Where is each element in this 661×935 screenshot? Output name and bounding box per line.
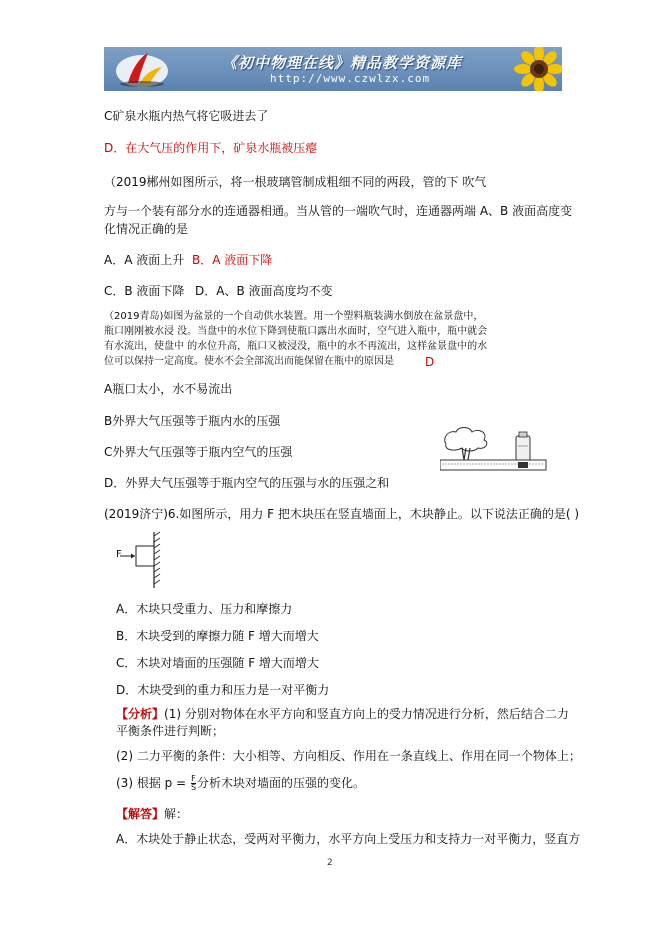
page-number: 2: [327, 858, 333, 868]
q-jining-option-b: B．木块受到的摩擦力随 F 增大而增大: [116, 629, 319, 643]
analysis-p2: (2) 二力平衡的条件：大小相等、方向相反、作用在一条直线上、作用在同一个物体上；: [116, 749, 581, 763]
sunflower-icon: [509, 47, 562, 91]
banner-url[interactable]: http://www.czwlzx.com: [270, 72, 431, 85]
q-jining-option-a: A．木块只受重力、压力和摩擦力: [116, 602, 293, 616]
banner-title: 《初中物理在线》精品教学资源库: [222, 54, 463, 72]
analysis-p3-a: (3) 根据 p =: [116, 776, 190, 790]
q-binzhou-stem-1: （2019郴州如图所示，将一根玻璃管制成粗细不同的两段，管的下 吹气: [104, 175, 487, 189]
block-wall-figure: [116, 530, 166, 590]
q-binzhou-stem-3: 化情况正确的是: [104, 222, 189, 236]
q-qingdao-option-d: D．外界大气压强等于瓶内空气的压强与水的压强之和: [104, 476, 390, 490]
q-jining-stem: (2019济宁)6.如图所示，用力 F 把木块压在竖直墙面上，木块静止。以下说法正确的是( ): [104, 507, 580, 521]
q-qingdao-option-b: B外界大气压强等于瓶内水的压强: [104, 414, 281, 428]
prev-option-c: C矿泉水瓶内热气将它吸进去了: [104, 109, 269, 123]
logo-icon: [114, 49, 170, 89]
analysis-line-3: [116, 775, 365, 792]
solution-line-1: A．木块处于静止状态，受两对平衡力，水平方向上受压力和支持力一对平衡力，竖直方: [116, 832, 581, 846]
q-binzhou-option-c: C．B 液面下降: [104, 284, 185, 298]
analysis-p1-b: 平衡条件进行判断；: [116, 724, 225, 738]
pressure-fraction: [191, 775, 196, 792]
q-binzhou-option-a: A．A 液面上升: [104, 253, 185, 267]
q-qingdao-answer: D: [425, 355, 435, 369]
q-binzhou-option-d: D．A、B 液面高度均不变: [195, 284, 333, 298]
analysis-line-1: [116, 706, 569, 722]
q-qingdao-option-a: A瓶口太小，水不易流出: [104, 382, 233, 396]
bonsai-water-supply-figure: [440, 424, 548, 476]
analysis-p3-b: 分析木块对墙面的压强的变化。: [197, 776, 366, 790]
q-qingdao-option-c: C外界大气压强等于瓶内空气的压强: [104, 445, 293, 459]
q-jining-option-c: C．木块对墙面的压强随 F 增大而增大: [116, 656, 319, 670]
prev-option-d: D．在大气压的作用下，矿泉水瓶被压瘪: [104, 141, 318, 155]
q-qingdao-stem-1: （2019青岛)如图为盆景的一个自动供水装置。用一个塑料瓶装满水倒放在盆景盘中，: [104, 311, 484, 322]
header-banner: [104, 47, 562, 91]
solution-heading: [116, 806, 188, 822]
figure-force-label: F: [116, 549, 122, 560]
q-qingdao-stem-4: 位可以保持一定高度。使水不会全部流出而能保留在瓶中的原因是: [104, 356, 394, 367]
fraction-denominator: S: [190, 783, 197, 792]
q-jining-option-d: D．木块受到的重力和压力是一对平衡力: [116, 683, 330, 697]
q-qingdao-stem-3: 有水流出，使盘中 的水位升高，瓶口又被浸没，瓶中的水不再流出，这样盆景盘中的水: [104, 341, 488, 352]
q-qingdao-stem-2: 瓶口刚刚被水浸 没。当盘中的水位下降到使瓶口露出水面时，空气进入瓶中，瓶中就会: [104, 326, 488, 337]
solution-label-suffix: 解：: [164, 807, 189, 821]
solution-label: 【解答】: [116, 807, 165, 821]
analysis-label: 【分析】: [116, 707, 165, 721]
q-binzhou-option-b: B．A 液面下降: [192, 253, 273, 267]
fraction-numerator: F: [191, 774, 196, 783]
q-binzhou-stem-2: 方与一个装有部分水的连通器相通。当从管的一端吹气时，连通器两端 A、B 液面高度变: [104, 204, 573, 218]
analysis-p1-a: (1) 分别对物体在水平方向和竖直方向上的受力情况进行分析，然后结合二力: [164, 707, 569, 721]
